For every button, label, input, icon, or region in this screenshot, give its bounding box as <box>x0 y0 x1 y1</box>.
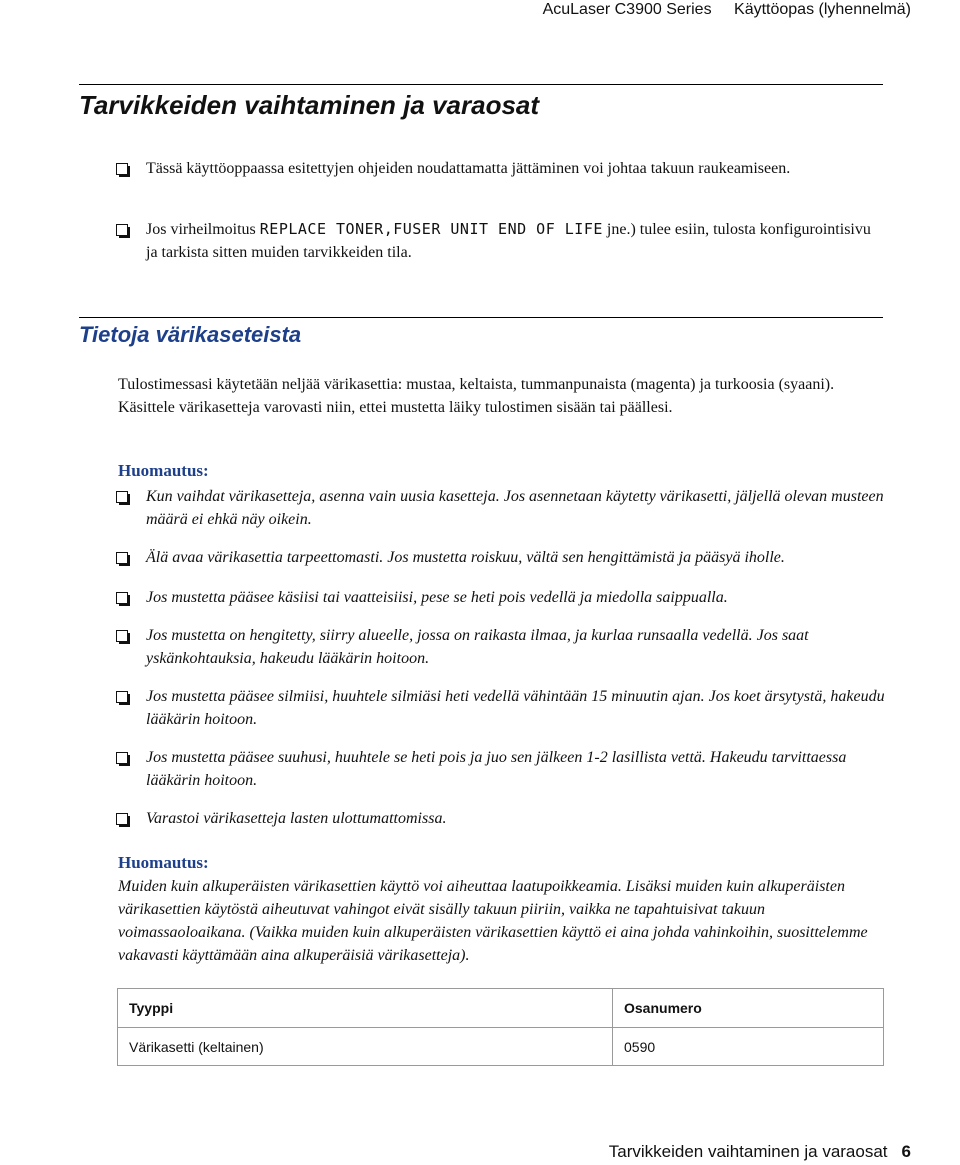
checkbox-bullet-icon <box>116 691 130 705</box>
note-item: Varastoi värikasetteja lasten ulottumattomissa. <box>146 810 447 827</box>
bullet-warranty: Tässä käyttöoppaassa esitettyjen ohjeiden noudattamatta jättäminen voi johtaa takuun raukeamiseen. <box>146 160 791 177</box>
table-header-row <box>118 989 884 1028</box>
note-item: Kun vaihdat värikasetteja, asenna vain uusia kasetteja. Jos asennetaan käytetty värikasetti, jäljellä olevan musteen määrä ei ehkä näy oikein. <box>146 488 884 528</box>
bullet-error-message <box>146 218 886 264</box>
page-number: 6 <box>901 1142 911 1161</box>
subsection-rule <box>79 317 883 318</box>
intro-paragraph: Tulostimessasi käytetään neljää värikasettia: mustaa, keltaista, tummanpunaista (magenta) ja turkoosia (syaani). Käsittele värikasetteja varovasti niin, ettei mustetta läiky tulostimen sisään tai päällesi. <box>118 376 835 416</box>
table-header-part-number: Osanumero <box>613 989 884 1028</box>
header-manual-title: Käyttöopas (lyhennelmä) <box>734 1 911 18</box>
table-header-type: Tyyppi <box>118 989 613 1028</box>
note-paragraph: Muiden kuin alkuperäisten värikasettien käyttö voi aiheuttaa laatupoikkeamia. Lisäksi muiden kuin alkuperäisten värikasettien käytöstä aiheutuvat vahingot eivät sisälly takuun piiriin, vaikka ne tapahtuisivat takuun voimassaoloaikana. (Vaikka muiden kuin alkuperäisten värikasettien käyttö ei aina johda vahinkoihin, suosittelemme vakavasti käyttämään aina alkuperäisiä värikasetteja). <box>118 878 868 964</box>
checkbox-bullet-icon <box>116 592 130 606</box>
bullet-text-post: jne.) tulee esiin, tulosta konfigurointisivu ja tarkista sitten muiden tarvikkeiden tila. <box>146 221 871 261</box>
checkbox-bullet-icon <box>116 813 130 827</box>
table-cell-part-number: 0590 <box>613 1028 884 1066</box>
subsection-title: Tietoja värikaseteista <box>79 322 302 347</box>
header-product: AcuLaser C3900 Series <box>542 1 712 18</box>
note-item: Älä avaa värikasettia tarpeettomasti. Jos mustetta roiskuu, vältä sen hengittämistä ja pääsyä iholle. <box>146 549 785 566</box>
parts-table <box>117 988 884 1066</box>
page-footer <box>609 1141 911 1163</box>
section-title: Tarvikkeiden vaihtaminen ja varaosat <box>79 90 540 120</box>
running-header <box>525 0 911 20</box>
checkbox-bullet-icon <box>116 491 130 505</box>
title-rule <box>79 84 883 85</box>
error-code-separator: , <box>383 220 394 238</box>
note-item: Jos mustetta on hengitetty, siirry alueelle, jossa on raikasta ilmaa, ja kurlaa runsaalla vedellä. Jos saat yskänkohtauksia, hakeudu lääkärin hoitoon. <box>146 627 809 667</box>
table-cell-type: Värikasetti (keltainen) <box>118 1028 613 1066</box>
table-row <box>118 1028 884 1066</box>
note-item: Jos mustetta pääsee silmiisi, huuhtele silmiäsi heti vedellä vähintään 15 minuutin ajan. Jos koet ärsytystä, hakeudu lääkärin hoitoon. <box>146 688 885 728</box>
note-heading: Huomautus: <box>118 853 209 872</box>
note-item: Jos mustetta pääsee käsiisi tai vaatteisiisi, pese se heti pois vedellä ja miedolla saippualla. <box>146 589 728 606</box>
footer-chapter: Tarvikkeiden vaihtaminen ja varaosat <box>608 1142 888 1161</box>
error-code-fuser-unit: FUSER UNIT END OF LIFE <box>393 220 603 238</box>
checkbox-bullet-icon <box>116 224 130 238</box>
checkbox-bullet-icon <box>116 630 130 644</box>
bullet-text-pre: Jos virheilmoitus <box>146 221 260 238</box>
checkbox-bullet-icon <box>116 752 130 766</box>
error-code-replace-toner: REPLACE TONER <box>259 220 384 238</box>
checkbox-bullet-icon <box>116 163 130 177</box>
checkbox-bullet-icon <box>116 552 130 566</box>
note-item: Jos mustetta pääsee suuhusi, huuhtele se heti pois ja juo sen jälkeen 1-2 lasillista vettä. Hakeudu tarvittaessa lääkärin hoitoon. <box>146 749 847 789</box>
note-heading: Huomautus: <box>118 461 209 480</box>
